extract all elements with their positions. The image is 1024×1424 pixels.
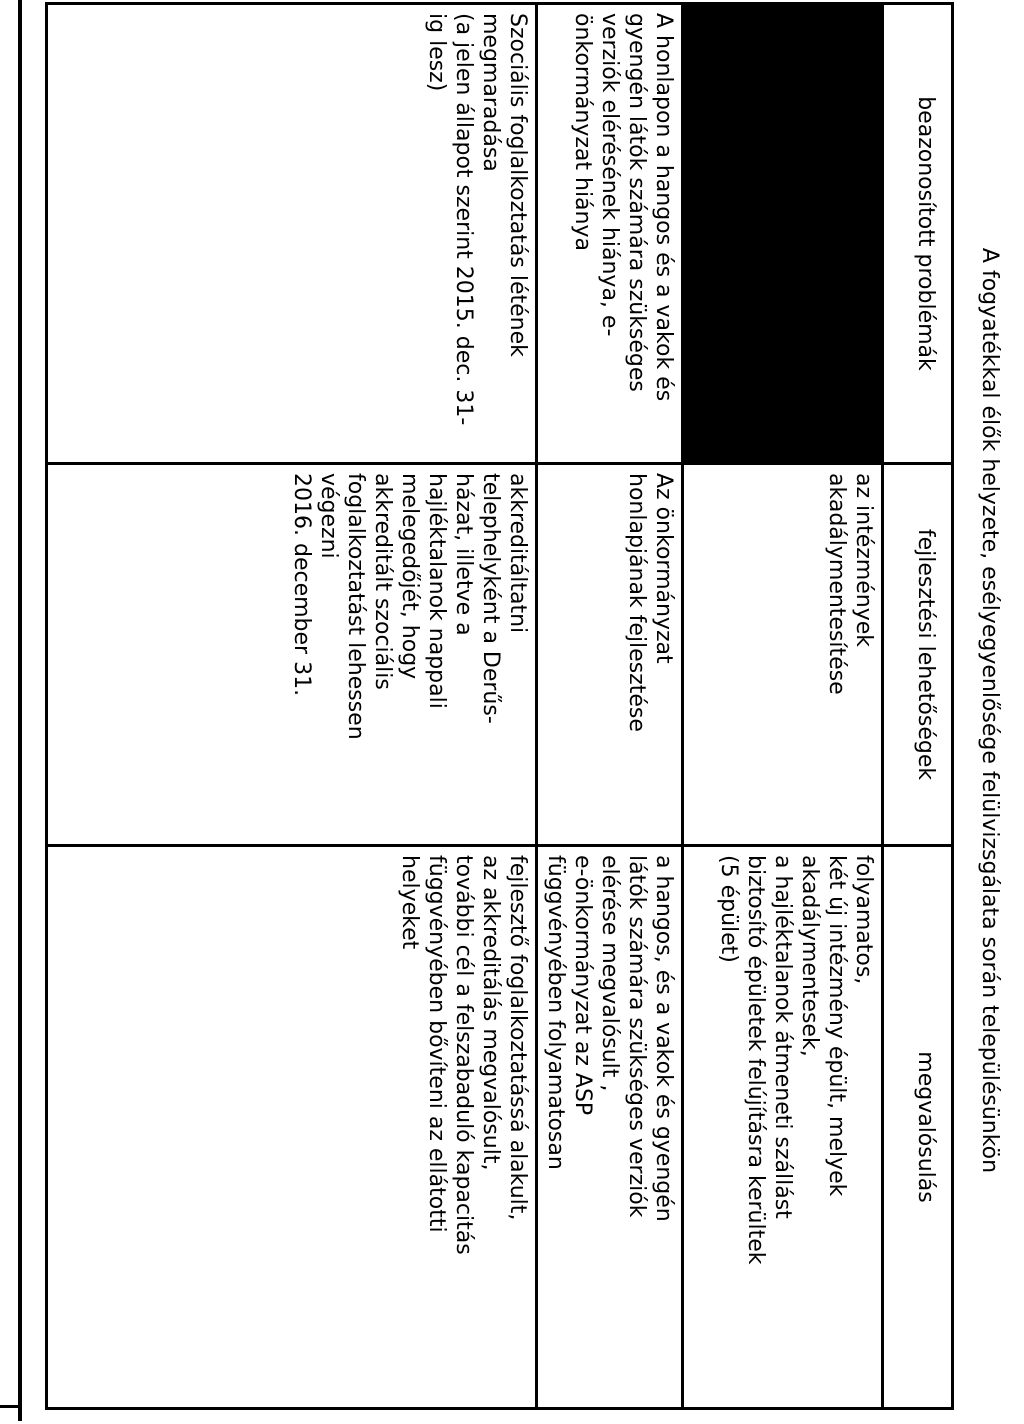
cell-line: függvényében bővíteni az ellátotti <box>424 855 449 1233</box>
cell-line: a hangos, és a vakok és gyengén <box>651 855 676 1222</box>
cell-line: akadálymentesek, <box>797 855 822 1057</box>
cell-line: telephelyként a Derűs- <box>478 473 503 724</box>
cell-line: végezni <box>316 473 341 559</box>
corner-mark <box>0 1405 18 1424</box>
header-problems-label: beazonosított problémák <box>913 96 938 371</box>
table-row <box>47 4 537 1409</box>
cell-line: 2016. december 31. <box>289 473 314 697</box>
cell-line: ig lesz) <box>424 13 449 92</box>
cell-line: melegedőjét, hogy <box>397 473 422 680</box>
cell-line: A honlapon a hangos és a vakok és <box>651 13 676 402</box>
cell-line: további cél a felszabaduló kapacitás <box>451 855 476 1255</box>
page-edge-line <box>18 0 22 1421</box>
review-table <box>45 2 954 1410</box>
cell-line: e-önkormányzat az ASP <box>570 855 595 1116</box>
cell-line: házat, illetve a <box>451 473 476 636</box>
cell-line: az intézmények <box>851 473 876 647</box>
result-cell <box>537 846 683 1409</box>
result-cell <box>683 846 883 1409</box>
problem-cell <box>47 4 537 464</box>
header-problems <box>883 4 953 464</box>
cell-line: (5 épület) <box>716 855 741 963</box>
cell-line: honlapjának fejlesztése <box>624 473 649 732</box>
cell-line: akadálymentesítése <box>824 473 849 695</box>
table-header-row <box>883 4 953 1409</box>
cell-line: akkreditált szociális <box>370 473 395 690</box>
header-development: fejlesztési lehetőségek <box>883 464 953 846</box>
cell-line: foglalkoztatást lehessen <box>343 473 368 740</box>
cell-line: két új intézmény épült, melyek <box>824 855 849 1197</box>
table-row <box>537 4 683 1409</box>
cell-line: biztosító épületek felújításra kerültek <box>743 855 768 1265</box>
redacted-cell <box>683 4 883 464</box>
cell-line: elérése megvalósult , <box>597 855 622 1092</box>
cell-line: hajléktalanok nappali <box>424 473 449 709</box>
cell-line: folyamatos, <box>851 855 876 985</box>
cell-line: az akkreditálás megvalósult, <box>478 855 503 1171</box>
cell-line: akkreditáltatni <box>505 473 530 634</box>
development-cell <box>47 464 537 846</box>
problem-cell <box>537 4 683 464</box>
cell-line: verziók elérésének hiánya, e- <box>597 13 622 337</box>
result-cell <box>47 846 537 1409</box>
cell-line: (a jelen állapot szerint 2015. dec. 31- <box>451 13 476 426</box>
cell-line: látók számára szükséges verziók <box>624 855 649 1218</box>
cell-line: helyeket <box>397 855 422 950</box>
cell-line: Szociális foglalkoztatás létének <box>505 13 530 357</box>
development-cell <box>537 464 683 846</box>
header-result: megvalósulás <box>883 846 953 1409</box>
table-row <box>683 4 883 1409</box>
cell-line: megmaradása <box>478 13 503 172</box>
cell-line: gyengén látók számára szükséges <box>624 13 649 392</box>
cell-line: függvényében folyamatosan <box>543 855 568 1170</box>
page-title: A fogyatékkal élők helyzete, esélyegyenlősége felülvizsgálata során településünkön <box>977 247 1002 1174</box>
cell-line: Az önkormányzat <box>651 473 676 664</box>
cell-line: fejlesztő foglalkoztatássá alakult, <box>505 855 530 1221</box>
development-cell <box>683 464 883 846</box>
cell-line: a hajléktalanok átmeneti szállást <box>770 855 795 1219</box>
cell-line: önkormányzat hiánya <box>570 13 595 251</box>
